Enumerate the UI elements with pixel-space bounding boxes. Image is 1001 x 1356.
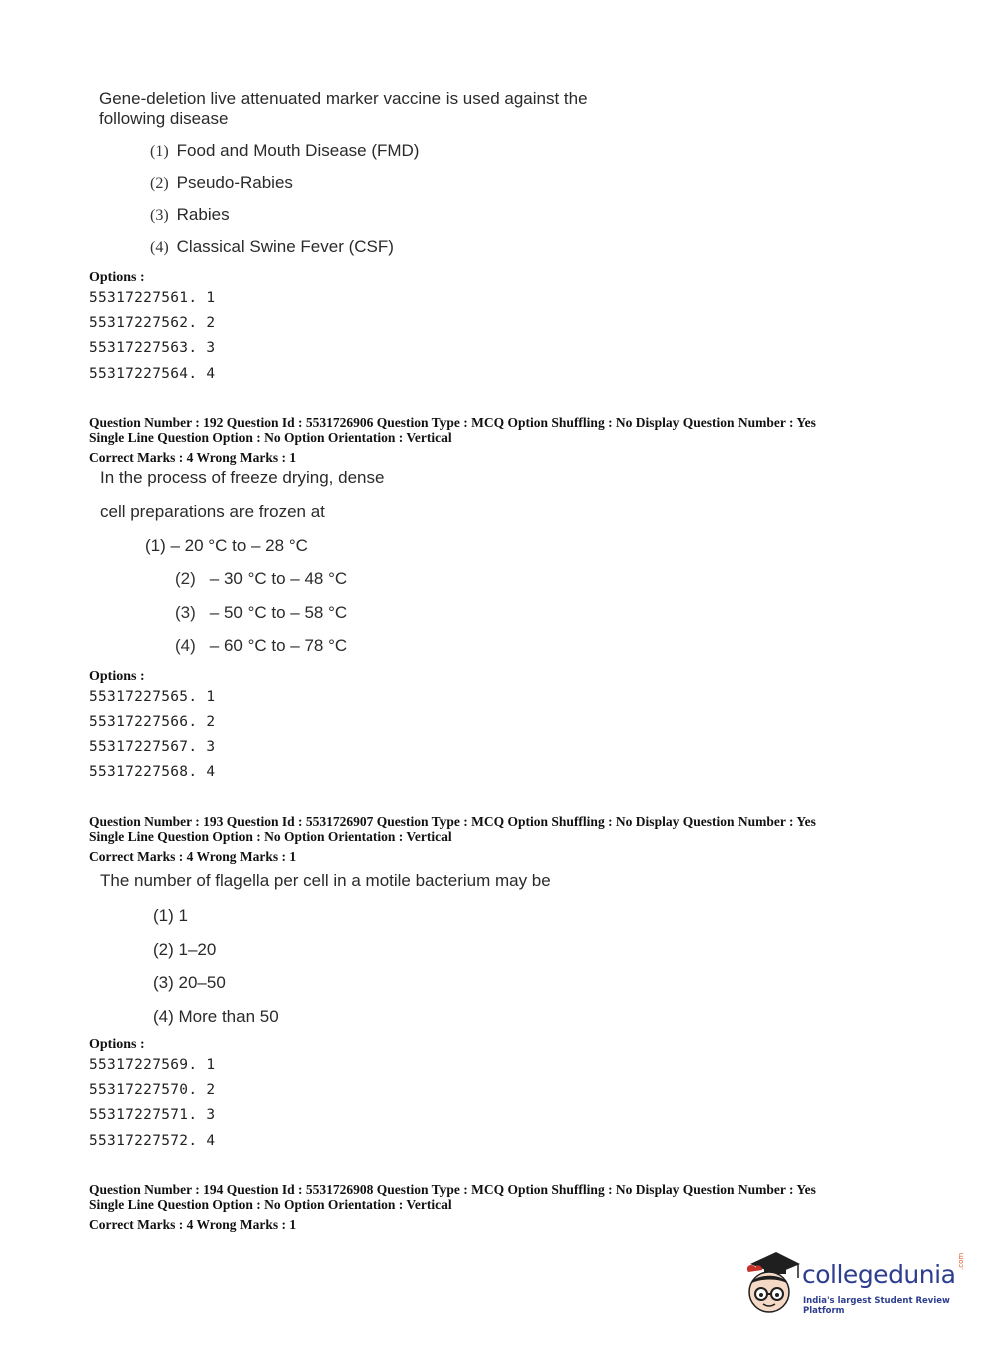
logo-domain: .com (957, 1252, 965, 1270)
choice-number: (1) (150, 143, 169, 160)
question-marks: Correct Marks : 4 Wrong Marks : 1 (89, 1217, 297, 1232)
choice-number: (4) (175, 636, 196, 655)
question-text-line: Gene-deletion live attenuated marker vaccine is used against the (99, 89, 588, 108)
option-id: 55317227566. 2 (89, 714, 216, 730)
mascot-icon (742, 1250, 802, 1316)
option-id: 55317227569. 1 (89, 1057, 216, 1073)
answer-choice (150, 205, 230, 225)
question-text-line: In the process of freeze drying, dense (100, 468, 385, 487)
question-meta: Question Number : 194 Question Id : 5531726908 Question Type : MCQ Option Shuffling : No Display Question Number : Yes (89, 1182, 816, 1197)
answer-choice: (3) 20–50 (153, 973, 226, 992)
question-meta: Question Number : 193 Question Id : 5531726907 Question Type : MCQ Option Shuffling : No Display Question Number : Yes (89, 814, 816, 829)
choice-text: – 50 °C to – 58 °C (209, 603, 348, 622)
question-text-line: cell preparations are frozen at (100, 502, 325, 521)
option-id: 55317227564. 4 (89, 366, 216, 382)
question-meta: Question Number : 192 Question Id : 5531726906 Question Type : MCQ Option Shuffling : No Display Question Number : Yes (89, 415, 816, 430)
choice-text: Classical Swine Fever (CSF) (176, 237, 394, 256)
answer-choice (175, 569, 347, 589)
answer-choice: (4) More than 50 (153, 1007, 279, 1026)
option-id: 55317227562. 2 (89, 315, 216, 331)
options-label: Options : (89, 1037, 145, 1052)
options-label: Options : (89, 270, 145, 285)
question-meta: Single Line Question Option : No Option Orientation : Vertical (89, 430, 452, 445)
option-id: 55317227568. 4 (89, 764, 216, 780)
choice-number: (4) (150, 239, 169, 256)
choice-text: – 60 °C to – 78 °C (209, 636, 348, 655)
option-id: 55317227570. 2 (89, 1082, 216, 1098)
choice-number: (3) (150, 207, 169, 224)
choice-text: – 30 °C to – 48 °C (209, 569, 348, 588)
choice-number: (3) (175, 603, 196, 622)
answer-choice: (1) – 20 °C to – 28 °C (145, 536, 308, 555)
choice-number: (2) (150, 175, 169, 192)
option-id: 55317227571. 3 (89, 1107, 216, 1123)
option-id: 55317227563. 3 (89, 340, 216, 356)
answer-choice (150, 141, 419, 161)
question-marks: Correct Marks : 4 Wrong Marks : 1 (89, 849, 297, 864)
question-meta: Single Line Question Option : No Option Orientation : Vertical (89, 1197, 452, 1212)
option-id: 55317227567. 3 (89, 739, 216, 755)
question-marks: Correct Marks : 4 Wrong Marks : 1 (89, 450, 297, 465)
answer-choice (150, 237, 394, 257)
option-id: 55317227565. 1 (89, 689, 216, 705)
choice-text: Food and Mouth Disease (FMD) (176, 141, 420, 160)
question-meta: Single Line Question Option : No Option Orientation : Vertical (89, 829, 452, 844)
answer-choice: (1) 1 (153, 906, 188, 925)
options-label: Options : (89, 669, 145, 684)
logo-wordmark: collegedunia (802, 1260, 956, 1289)
option-id: 55317227572. 4 (89, 1133, 216, 1149)
collegedunia-logo (742, 1250, 972, 1320)
choice-number: (2) (175, 569, 196, 588)
question-text-line: The number of flagella per cell in a motile bacterium may be (100, 871, 551, 890)
choice-text: Pseudo-Rabies (176, 173, 293, 192)
answer-choice (175, 636, 347, 656)
choice-text: Rabies (176, 205, 230, 224)
answer-choice (150, 173, 293, 193)
answer-choice: (2) 1–20 (153, 940, 217, 959)
answer-choice (175, 603, 347, 623)
question-text-line: following disease (99, 109, 229, 128)
option-id: 55317227561. 1 (89, 290, 216, 306)
logo-tagline: India's largest Student Review Platform (803, 1296, 950, 1316)
